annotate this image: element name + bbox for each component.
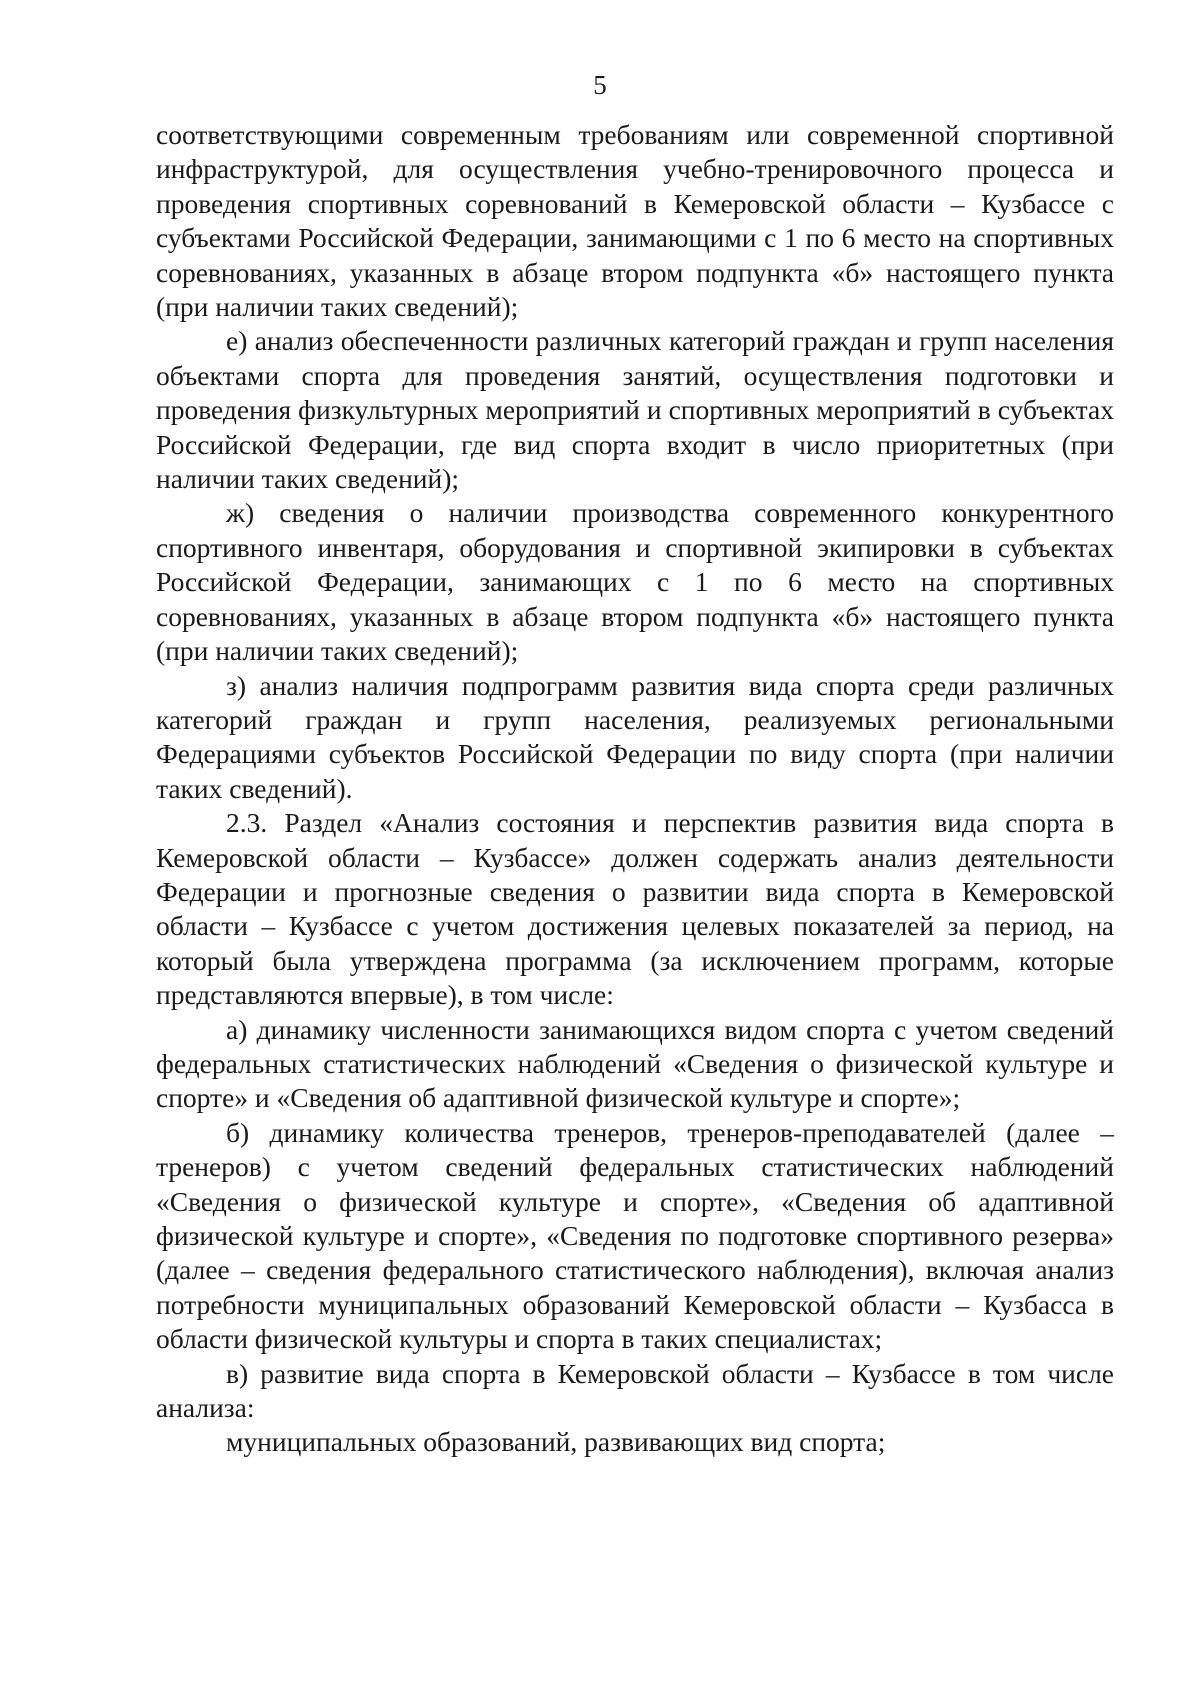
paragraph-item-b: б) динамику количества тренеров, тренеров-преподавателей (далее – тренеров) с учетом сведений федеральных статистических наблюдений «Сведения о физической культуре и спорте», «Сведения об адаптивной физической культуре и спорте», «Сведения по подготовке спортивного резерва» (далее – сведения федерального статистического наблюдения), включая анализ потребности муниципальных образований Кемеровской области – Кузбасса в области физической культуры и спорта в таких специалистах; — [156, 1116, 1114, 1355]
paragraph-section-2-3: 2.3. Раздел «Анализ состояния и перспектив развития вида спорта в Кемеровской области – Кузбассе» должен содержать анализ деятельности Федерации и прогнозные сведения о развитии вида спорта в Кемеровской области – Кузбассе с учетом достижения целевых показателей за период, на который была утверждена программа (за исключением программ, которые представляются впервые), в том числе: — [156, 807, 1114, 1011]
document-body — [156, 118, 1114, 1460]
paragraph-item-v: в) развитие вида спорта в Кемеровской области – Кузбассе в том числе анализа: — [156, 1357, 1114, 1424]
paragraph-item-zh: ж) сведения о наличии производства современного конкурентного спортивного инвентаря, оборудования и спортивной экипировки в субъектах Российской Федерации, занимающих с 1 по 6 место на спортивных соревнованиях, указанных в абзаце втором подпункта «б» настоящего пункта (при наличии таких сведений); — [156, 497, 1114, 667]
paragraph-municipalities: муниципальных образований, развивающих вид спорта; — [226, 1426, 886, 1458]
paragraph-item-e: е) анализ обеспеченности различных категорий граждан и групп населения объектами спорта для проведения занятий, осуществления подготовки и проведения физкультурных мероприятий и спортивных мероприятий в субъектах Российской Федерации, где вид спорта входит в число приоритетных (при наличии таких сведений); — [156, 325, 1114, 495]
paragraph-continuation: соответствующими современным требованиям или современной спортивной инфраструктурой, для осуществления учебно-тренировочного процесса и проведения спортивных соревнований в Кемеровской области – Кузбассе с субъектами Российской Федерации, занимающими с 1 по 6 место на спортивных соревнованиях, указанных в абзаце втором подпункта «б» настоящего пункта (при наличии таких сведений); — [156, 119, 1114, 323]
paragraph-item-z: з) анализ наличия подпрограмм развития вида спорта среди различных категорий граждан и групп населения, реализуемых региональными Федерациями субъектов Российской Федерации по виду спорта (при наличии таких сведений). — [156, 669, 1114, 804]
paragraph-item-a: а) динамику численности занимающихся видом спорта с учетом сведений федеральных статистических наблюдений «Сведения о физической культуре и спорте» и «Сведения об адаптивной физической культуре и спорте»; — [156, 1013, 1114, 1114]
page-number: 5 — [593, 70, 607, 100]
